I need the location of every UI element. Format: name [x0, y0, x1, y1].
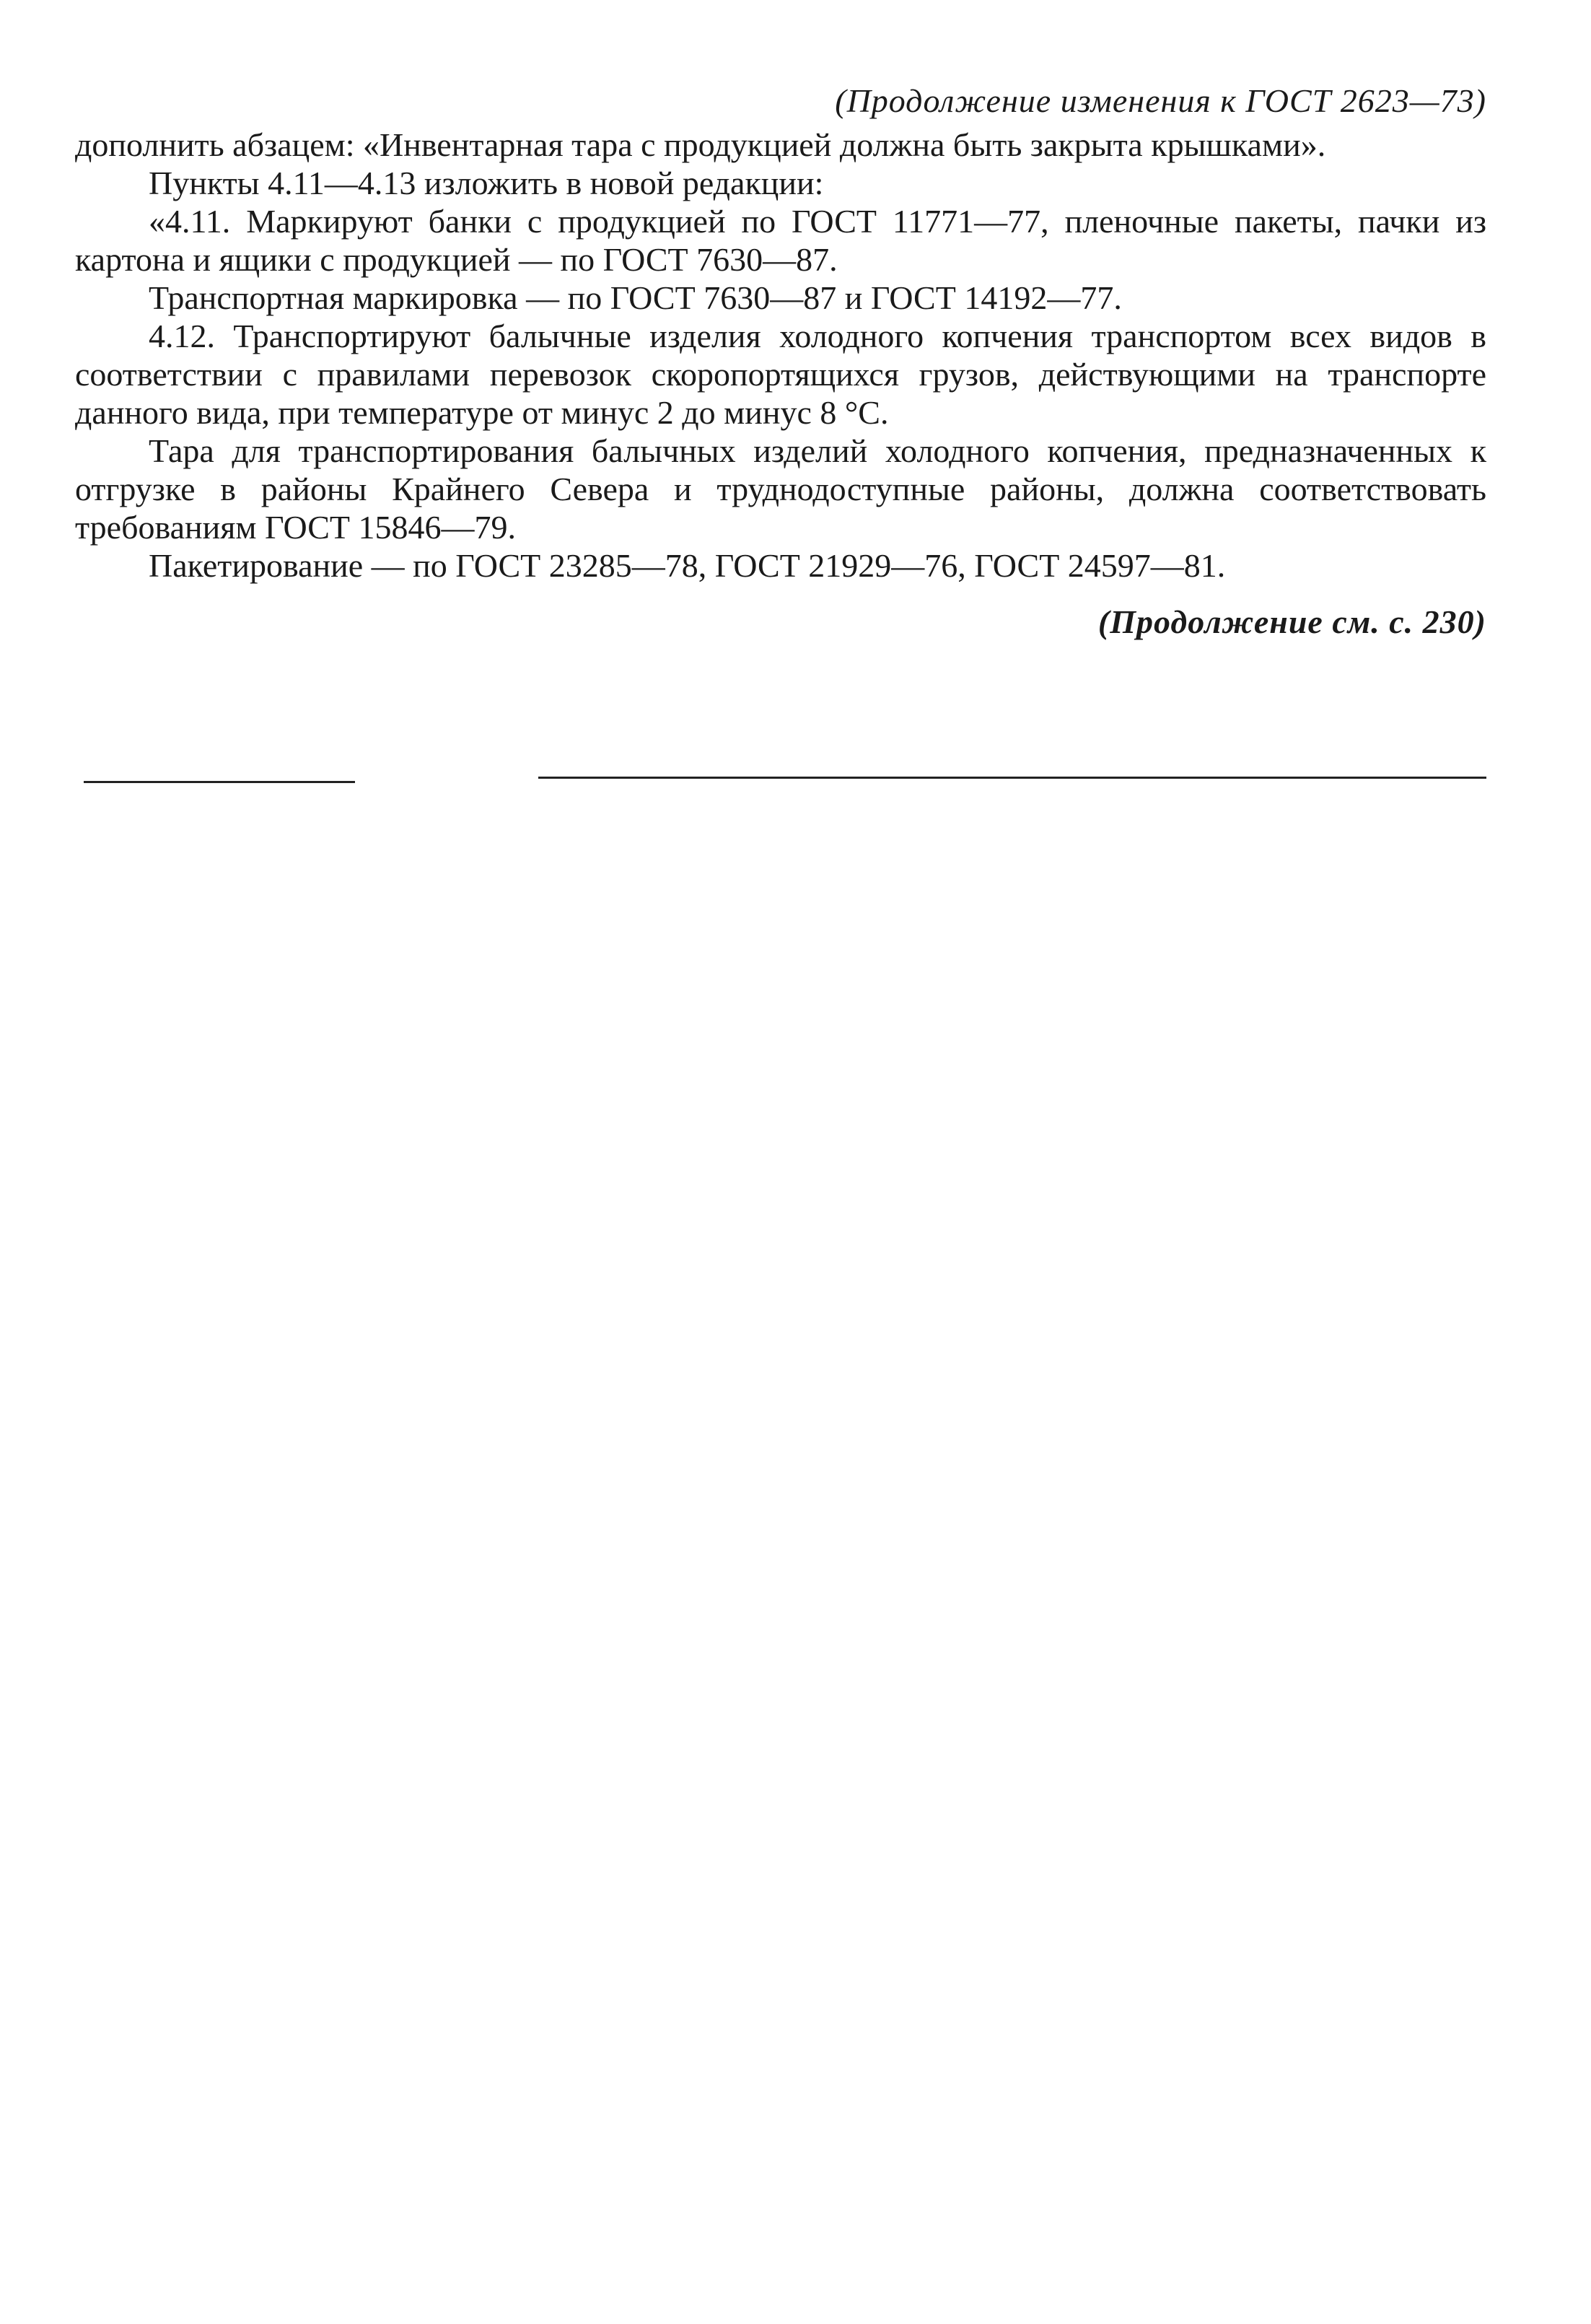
paragraph-2: Пункты 4.11—4.13 изложить в новой редакции:: [149, 165, 824, 201]
paragraph-6: Тара для транспортирования балычных изделий холодного копчения, предназначенных к отгрузке в районы Крайнего Севера и труднодоступные районы, должна соответствовать требованиям ГОСТ 15846—79.: [75, 432, 1486, 546]
continuation-header: (Продолжение изменения к ГОСТ 2623—73): [835, 82, 1486, 119]
paragraph-7: Пакетирование — по ГОСТ 23285—78, ГОСТ 21929—76, ГОСТ 24597—81.: [149, 547, 1226, 584]
paragraph-1: дополнить абзацем: «Инвентарная тара с продукцией должна быть закрыта крышками».: [75, 126, 1326, 163]
paragraph-3: «4.11. Маркируют банки с продукцией по ГОСТ 11771—77, пленочные пакеты, пачки из картона и ящики с продукцией — по ГОСТ 7630—87.: [75, 203, 1486, 278]
continuation-footer: (Продолжение см. с. 230): [1097, 603, 1486, 640]
paragraph-5: 4.12. Транспортируют балычные изделия холодного копчения транспортом всех видов в соответствии с правилами перевозок скоропортящихся грузов, действующими на транспорте данного вида, при температуре от минус 2 до минус 8 °С.: [75, 318, 1486, 431]
divider-right: [538, 777, 1486, 779]
paragraph-4: Транспортная маркировка — по ГОСТ 7630—87 и ГОСТ 14192—77.: [149, 279, 1122, 316]
document-page: [75, 79, 1486, 644]
divider-left: [84, 781, 355, 783]
